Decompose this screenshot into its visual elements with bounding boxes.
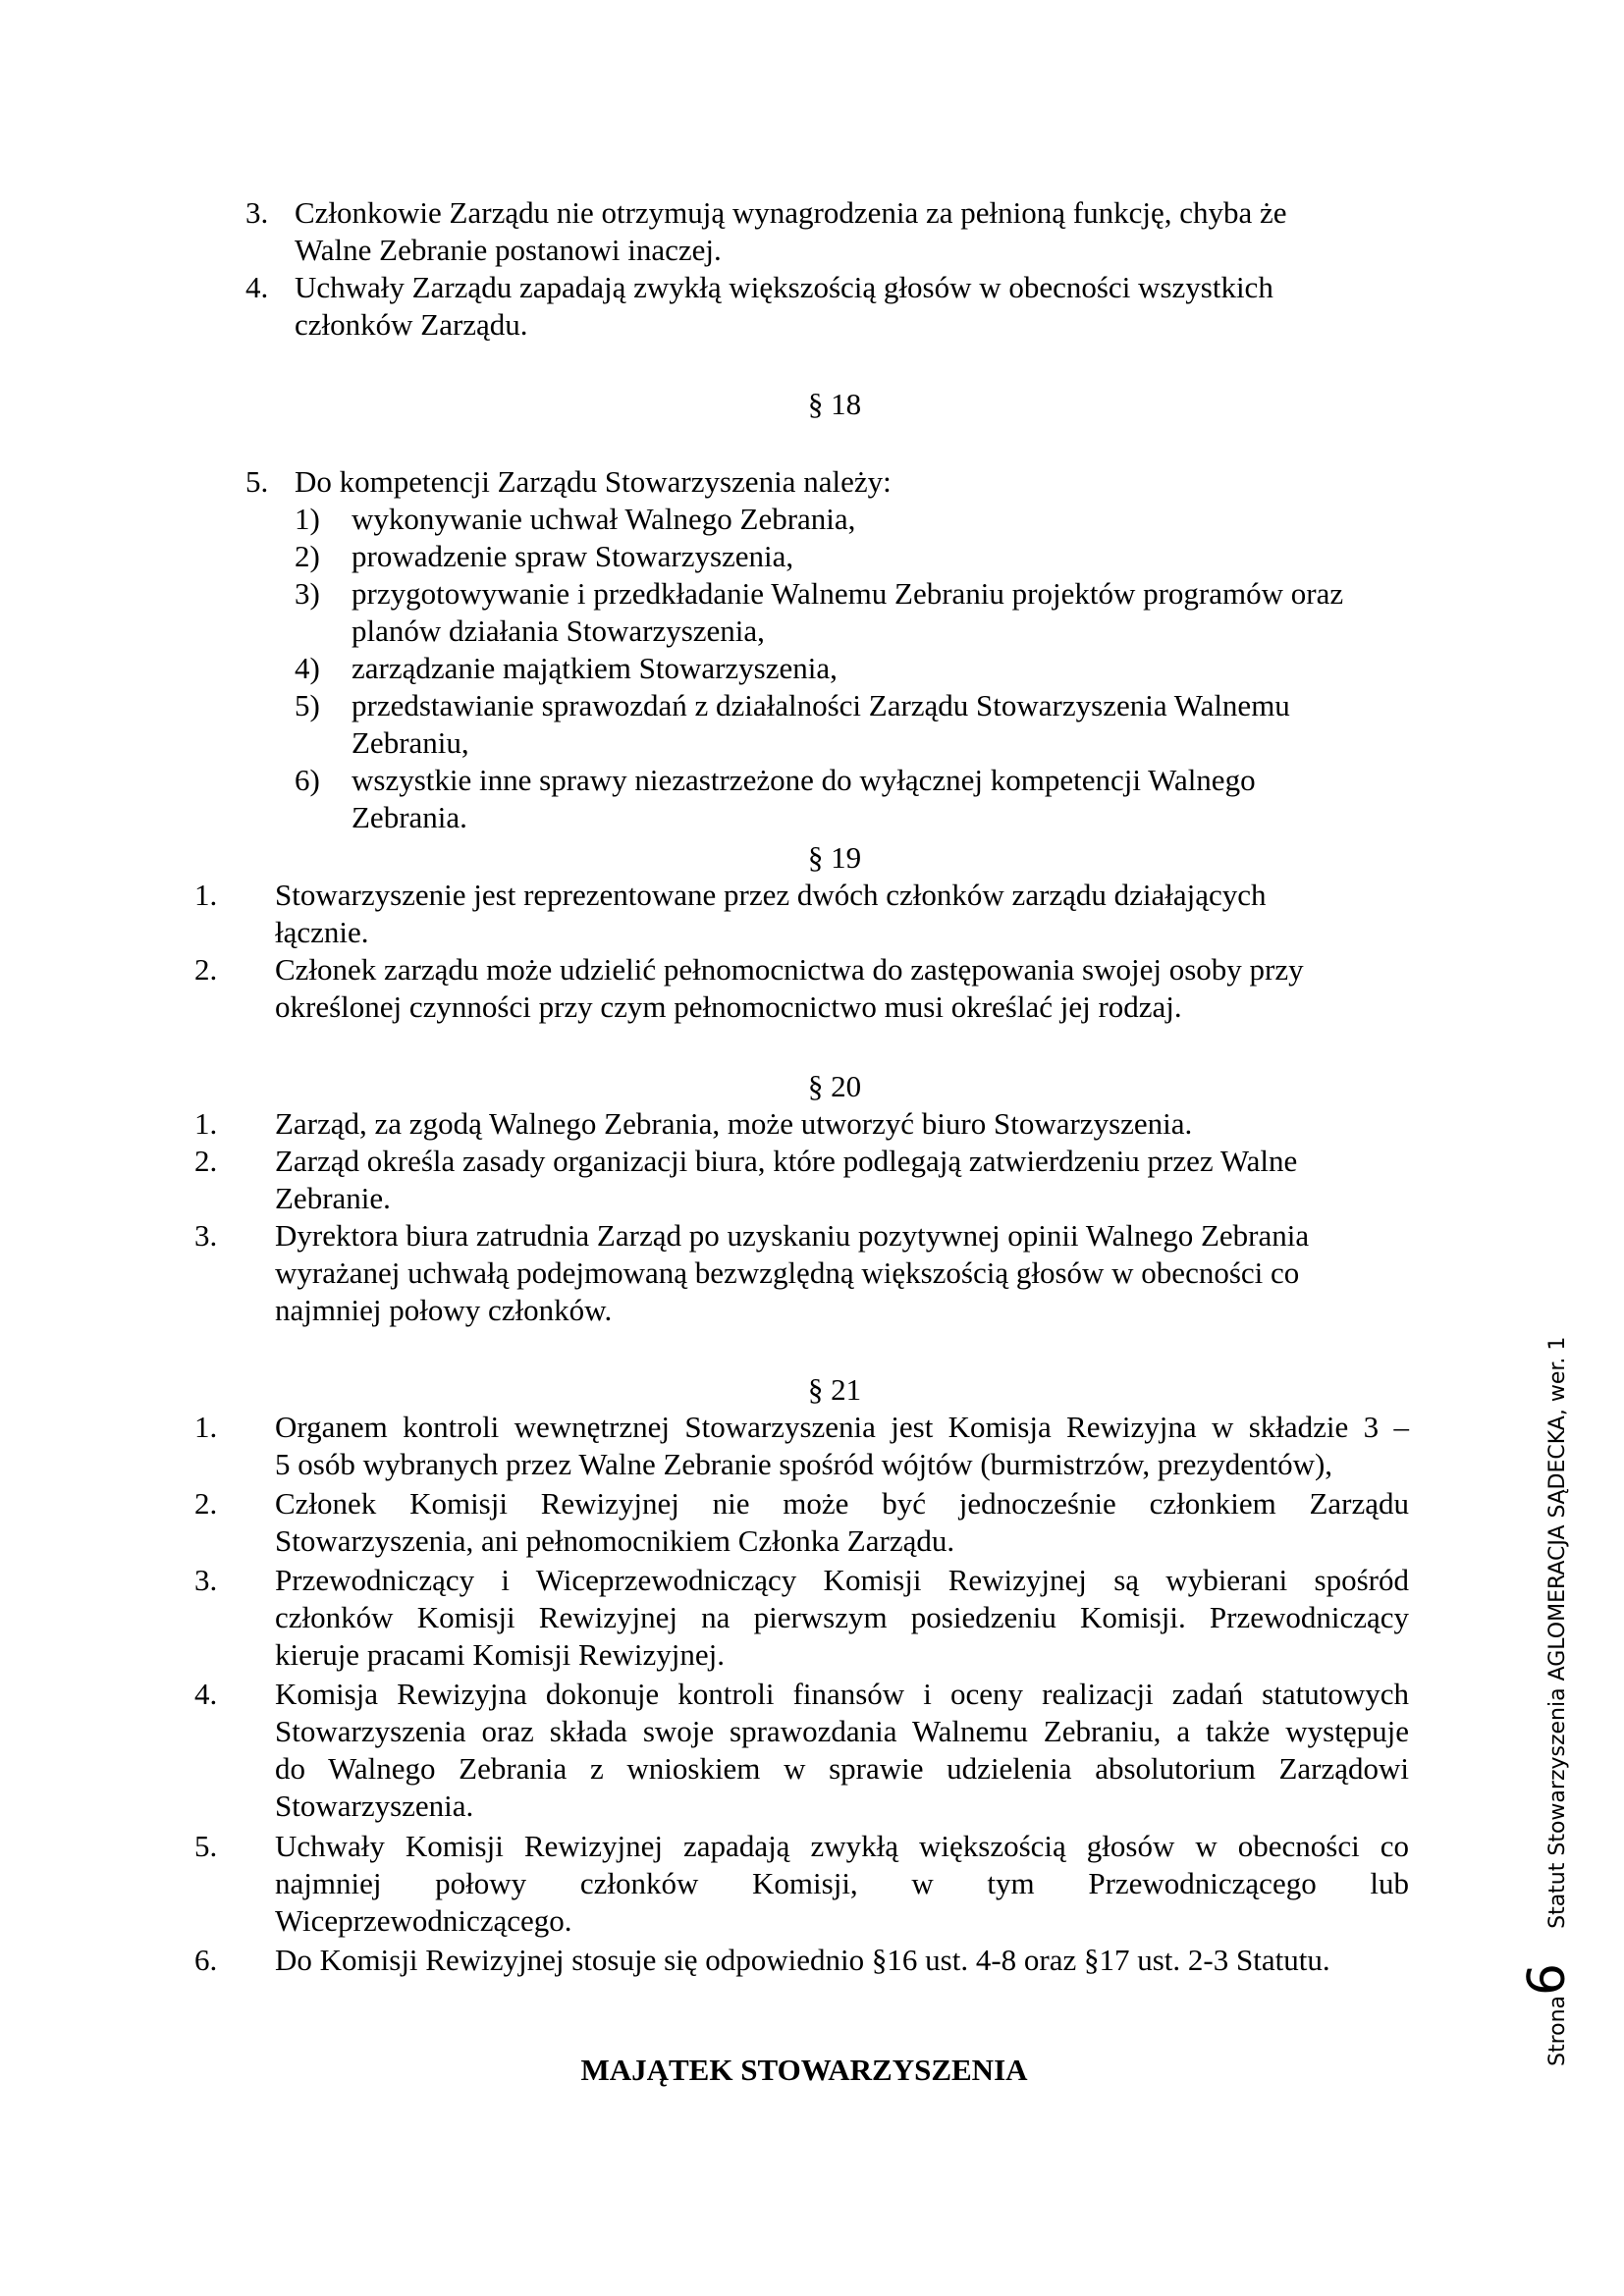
page-label: Strona (1545, 1995, 1570, 2066)
item-text-line: Do kompetencji Zarządu Stowarzyszenia należy: (295, 464, 892, 499)
item-text-line: Komisja Rewizyjna dokonuje kontroli finansów i oceny realizacji zadań statutowych (275, 1677, 1409, 1711)
paragraph-heading-20: § 20 (807, 1069, 862, 1103)
item-text-line: Przewodniczący i Wiceprzewodniczący Komisji Rewizyjnej są wybierani spośród (275, 1563, 1409, 1597)
item-number: 5. (245, 464, 269, 499)
item-number: 6. (194, 1943, 218, 1977)
paragraph-heading-19: § 19 (807, 840, 862, 875)
sub-item-number: 6) (295, 763, 320, 797)
sub-item-text-line: Zebraniu, (352, 725, 469, 760)
item-number: 3. (194, 1563, 218, 1597)
item-number: 1. (194, 1410, 218, 1444)
item-text-line: najmniej połowy członków. (275, 1293, 613, 1327)
item-text-line: Stowarzyszenie jest reprezentowane przez dwóch członków zarządu działających (275, 878, 1267, 912)
item-text-line: Uchwały Zarządu zapadają zwykłą większością głosów w obecności wszystkich (295, 270, 1273, 304)
sub-item-number: 5) (295, 688, 320, 722)
paragraph-heading-18: § 18 (807, 387, 862, 421)
chapter-heading: MAJĄTEK STOWARZYSZENIA (580, 2053, 1028, 2087)
item-text-line: Członkowie Zarządu nie otrzymują wynagrodzenia za pełnioną funkcję, chyba że (295, 195, 1287, 230)
item-text-line: członków Komisji Rewizyjnej na pierwszym posiedzeniu Komisji. Przewodniczący (275, 1600, 1409, 1634)
sub-item-text-line: przedstawianie sprawozdań z działalności Zarządu Stowarzyszenia Walnemu (352, 688, 1290, 722)
item-text-line: Stowarzyszenia, ani pełnomocnikiem Członka Zarządu. (275, 1523, 955, 1558)
item-text-line: Stowarzyszenia oraz składa swoje sprawozdania Walnemu Zebraniu, a także występuje (275, 1714, 1409, 1748)
document-title: Statut Stowarzyszenia AGLOMERACJA SĄDECKA, wer. 1 (1545, 1336, 1570, 1929)
item-number: 3. (194, 1218, 218, 1253)
item-text-line: Dyrektora biura zatrudnia Zarząd po uzyskaniu pozytywnej opinii Walnego Zebrania (275, 1218, 1310, 1253)
item-number: 3. (245, 195, 269, 230)
page-footer (1518, 1336, 1577, 2066)
sub-item-number: 1) (295, 502, 320, 536)
item-text-line: Zarząd, za zgodą Walnego Zebrania, może utworzyć biuro Stowarzyszenia. (275, 1106, 1193, 1141)
item-text-line: Zebranie. (275, 1181, 391, 1215)
sub-item-text-line: wykonywanie uchwał Walnego Zebrania, (352, 502, 856, 536)
item-text-line: Uchwały Komisji Rewizyjnej zapadają zwykłą większością głosów w obecności co (275, 1829, 1409, 1863)
item-text-line: Członek zarządu może udzielić pełnomocnictwa do zastępowania swojej osoby przy (275, 952, 1304, 987)
item-text-line: członków Zarządu. (295, 307, 528, 342)
sub-item-text-line: zarządzanie majątkiem Stowarzyszenia, (352, 651, 838, 685)
sub-item-text-line: Zebrania. (352, 800, 467, 834)
sub-item-number: 3) (295, 576, 320, 611)
page-number: 6 (1518, 1962, 1577, 1996)
item-text-line: 5 osób wybranych przez Walne Zebranie spośród wójtów (burmistrzów, prezydentów), (275, 1447, 1333, 1481)
item-number: 2. (194, 1486, 218, 1521)
paragraph-heading-21: § 21 (807, 1372, 862, 1407)
item-text-line: Członek Komisji Rewizyjnej nie może być jednocześnie członkiem Zarządu (275, 1486, 1409, 1521)
item-text-line: Stowarzyszenia. (275, 1789, 474, 1823)
item-number: 2. (194, 952, 218, 987)
item-number: 5. (194, 1829, 218, 1863)
item-text-line: Wiceprzewodniczącego. (275, 1903, 572, 1938)
item-text-line: Do Komisji Rewizyjnej stosuje się odpowiednio §16 ust. 4-8 oraz §17 ust. 2-3 Statutu. (275, 1943, 1330, 1977)
item-text-line: najmniej połowy członków Komisji, w tym Przewodniczącego lub (275, 1866, 1409, 1900)
item-number: 1. (194, 878, 218, 912)
sub-item-number: 4) (295, 651, 320, 685)
item-text-line: Walne Zebranie postanowi inaczej. (295, 233, 722, 267)
item-text-line: do Walnego Zebrania z wnioskiem w sprawie udzielenia absolutorium Zarządowi (275, 1751, 1409, 1786)
sub-item-text-line: przygotowywanie i przedkładanie Walnemu Zebraniu projektów programów oraz (352, 576, 1344, 611)
item-text-line: wyrażanej uchwałą podejmowaną bezwzględną większością głosów w obecności co (275, 1255, 1300, 1290)
item-number: 4. (245, 270, 269, 304)
sub-item-number: 2) (295, 539, 320, 573)
item-number: 4. (194, 1677, 218, 1711)
item-text-line: kieruje pracami Komisji Rewizyjnej. (275, 1637, 725, 1672)
item-number: 1. (194, 1106, 218, 1141)
item-text-line: Zarząd określa zasady organizacji biura, które podlegają zatwierdzeniu przez Walne (275, 1144, 1298, 1178)
sub-item-text-line: planów działania Stowarzyszenia, (352, 614, 765, 648)
item-text-line: Organem kontroli wewnętrznej Stowarzyszenia jest Komisja Rewizyjna w składzie 3 – (275, 1410, 1409, 1444)
item-number: 2. (194, 1144, 218, 1178)
sub-item-text-line: prowadzenie spraw Stowarzyszenia, (352, 539, 794, 573)
item-text-line: łącznie. (275, 915, 369, 949)
item-text-line: określonej czynności przy czym pełnomocnictwo musi określać jej rodzaj. (275, 989, 1182, 1024)
sub-item-text-line: wszystkie inne sprawy niezastrzeżone do wyłącznej kompetencji Walnego (352, 763, 1256, 797)
